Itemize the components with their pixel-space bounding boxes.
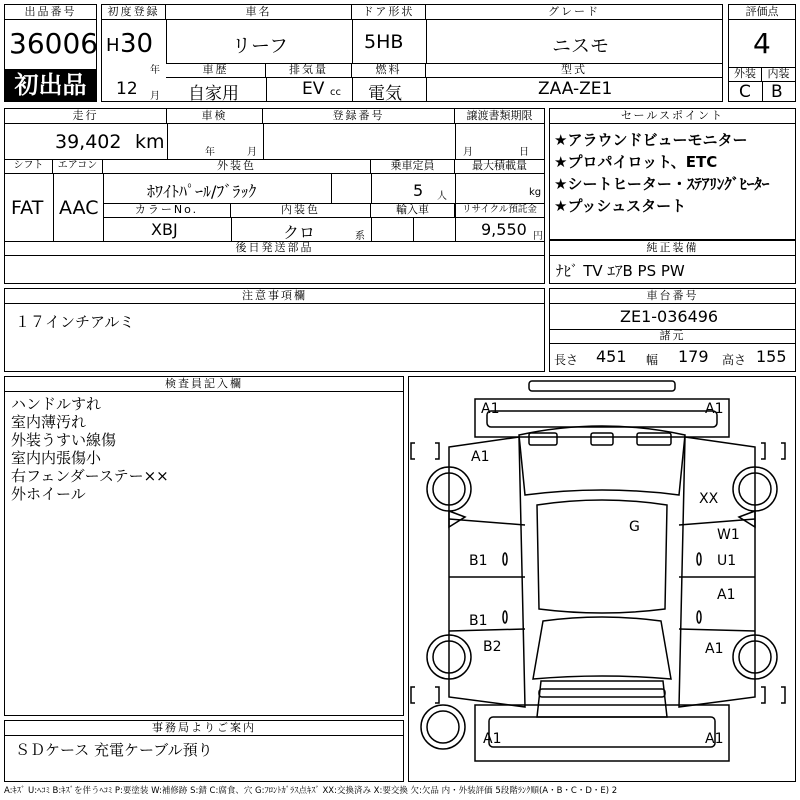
damage-rear-right: A1 xyxy=(705,731,724,747)
shift: FAT xyxy=(11,197,44,219)
recycle-fee: 9,550 xyxy=(481,220,527,239)
car-outline-diagram xyxy=(409,377,795,781)
score: 4 xyxy=(753,27,771,60)
damage-right-rear-door: A1 xyxy=(717,587,736,603)
damage-right-fender: XX xyxy=(699,491,719,507)
inspector-line-6: 外ホイール xyxy=(11,485,86,503)
displacement: EV xyxy=(302,79,325,99)
sales-points-box xyxy=(549,108,796,240)
specs-table xyxy=(4,108,545,284)
damage-left-quarter: B2 xyxy=(483,639,502,655)
exterior-grade: C xyxy=(739,82,751,102)
ac-label: エアコン xyxy=(53,159,103,174)
equipment-label: 純正装備 xyxy=(550,241,795,256)
damage-rear-left: A1 xyxy=(483,731,502,747)
recycle-unit: 円 xyxy=(533,231,543,242)
sales-point-1: ★アラウンドビューモニター xyxy=(554,131,748,149)
notes-value: １７インチアルミ xyxy=(15,313,135,331)
damage-left-rear-door: B1 xyxy=(469,613,488,629)
chassis-box xyxy=(549,288,796,372)
import-label: 輸入車 xyxy=(371,203,455,218)
dims-label: 諸元 xyxy=(550,329,795,344)
interior-grade: B xyxy=(771,82,783,102)
height: 155 xyxy=(756,347,787,366)
width-label: 幅 xyxy=(646,353,659,367)
damage-left-fender: A1 xyxy=(471,449,490,465)
mileage-label: 走行 xyxy=(5,109,167,124)
sales-points-label: セールスポイント xyxy=(550,109,795,124)
chassis-label: 車台番号 xyxy=(550,289,795,304)
int-color-label: 内装色 xyxy=(231,203,371,218)
month-unit: 月 xyxy=(150,91,160,102)
era: H xyxy=(106,35,120,56)
first-reg-label: 初度登録 xyxy=(102,5,166,20)
ext-color-label: 外装色 xyxy=(103,159,371,174)
equipment-box xyxy=(549,240,796,284)
score-label: 評価点 xyxy=(729,5,795,20)
later-parts-label: 後日発送部品 xyxy=(5,241,544,256)
length: 451 xyxy=(596,347,627,366)
color-no-label: カラーNo. xyxy=(103,203,231,218)
reg-year: 30 xyxy=(120,29,154,59)
color-no: XBJ xyxy=(151,220,178,239)
damage-front-right: A1 xyxy=(705,401,724,417)
ac: AAC xyxy=(59,197,99,219)
grade-label: グレード xyxy=(426,5,722,20)
equipment-value: ﾅﾋﾞ TV ｴｱB PS PW xyxy=(556,262,685,280)
inspector-line-4: 室内内張傷小 xyxy=(11,449,102,467)
width: 179 xyxy=(678,347,709,366)
displacement-label: 排気量 xyxy=(266,63,352,78)
displacement-unit: cc xyxy=(330,87,341,98)
sales-point-3: ★シートヒーター・ｽﾃｱﾘﾝｸﾞﾋｰﾀｰ xyxy=(554,175,770,193)
first-listing-badge xyxy=(5,69,96,101)
capacity: 5 xyxy=(413,181,424,200)
sales-point-2: ★プロパイロット、ETC xyxy=(554,153,718,171)
legend: A:ｷｽﾞ U:ﾍｺﾐ B:ｷｽﾞを伴うﾍｺﾐ P:要塗装 W:補修跡 S:錆 C:腐食、穴 G:ﾌﾛﾝﾄｶﾞﾗｽ点ｷｽﾞ XX:交換済み X:要交換 欠:欠品 内・外装評価 5段階ﾗﾝｸ順(A・B・C・D・E) 2 xyxy=(4,786,618,796)
reg-no-label: 登録番号 xyxy=(263,109,455,124)
interior-label: 内装 xyxy=(762,67,795,82)
door-label: ドア形状 xyxy=(352,5,426,20)
inspector-line-2: 室内薄汚れ xyxy=(11,413,87,431)
office-label: 事務局よりご案内 xyxy=(5,721,403,736)
int-color-unit: 系 xyxy=(355,231,365,242)
office-box xyxy=(4,720,404,782)
history: 自家用 xyxy=(188,84,239,104)
damage-windshield: G xyxy=(629,519,640,535)
lot-number: 36006 xyxy=(9,27,99,60)
inspector-line-3: 外装うすい線傷 xyxy=(11,431,117,449)
transfer-day-unit: 日 xyxy=(519,147,529,158)
height-label: 高さ xyxy=(722,353,747,367)
model: ZAA-ZE1 xyxy=(538,79,613,99)
ext-color: ﾎﾜｲﾄﾊﾟｰﾙ/ﾌﾞﾗｯｸ xyxy=(147,182,257,201)
lot-number-label: 出品番号 xyxy=(5,5,96,20)
notes-label: 注意事項欄 xyxy=(5,289,544,304)
inspection-label: 車検 xyxy=(167,109,263,124)
damage-right-quarter: A1 xyxy=(705,641,724,657)
grade: ニスモ xyxy=(552,35,610,57)
score-box xyxy=(728,4,796,102)
int-color: クロ xyxy=(283,223,316,242)
recycle-label: リサイクル預託金 xyxy=(455,203,544,218)
car-name-label: 車名 xyxy=(166,5,352,20)
inspection-year-unit: 年 xyxy=(205,147,215,158)
vehicle-header-table xyxy=(101,4,723,102)
history-label: 車歴 xyxy=(166,63,266,78)
capacity-label: 乗車定員 xyxy=(371,159,455,174)
inspector-notes xyxy=(11,395,169,503)
mileage: 39,402 xyxy=(55,131,122,153)
year-unit: 年 xyxy=(150,65,160,76)
shift-label: シフト xyxy=(5,159,53,174)
model-label: 型式 xyxy=(426,63,722,78)
inspection-month-unit: 月 xyxy=(247,147,257,158)
load-unit: kg xyxy=(529,187,542,198)
damage-right-front-door-2: U1 xyxy=(717,553,737,569)
car-name: リーフ xyxy=(232,35,289,57)
fuel: 電気 xyxy=(368,84,402,104)
transfer-label: 譲渡書類期限 xyxy=(455,109,544,124)
damage-right-front-door-1: W1 xyxy=(717,527,740,543)
sales-point-4: ★プッシュスタート xyxy=(554,197,687,215)
inspector-label: 検査員記入欄 xyxy=(5,377,403,392)
door-type: 5HB xyxy=(364,31,404,53)
inspector-line-5: 右フェンダーステー×× xyxy=(11,467,169,485)
damage-left-front-door: B1 xyxy=(469,553,488,569)
inspector-box xyxy=(4,376,404,716)
reg-month: 12 xyxy=(116,79,138,99)
notes-box xyxy=(4,288,545,372)
inspector-line-1: ハンドルすれ xyxy=(11,395,102,413)
damage-diagram xyxy=(408,376,796,782)
transfer-month-unit: 月 xyxy=(463,147,473,158)
capacity-unit: 人 xyxy=(437,191,447,202)
lot-number-box xyxy=(4,4,97,102)
fuel-label: 燃料 xyxy=(352,63,426,78)
damage-front-left: A1 xyxy=(481,401,500,417)
load-label: 最大積載量 xyxy=(455,159,544,174)
length-label: 長さ xyxy=(554,353,579,367)
mileage-unit: km xyxy=(135,131,165,153)
exterior-label: 外装 xyxy=(729,67,762,82)
first-listing-text: 初出品 xyxy=(14,71,87,99)
chassis-number: ZE1-036496 xyxy=(620,307,719,326)
office-value: ＳＤケース 充電ケーブル預り xyxy=(15,741,213,759)
